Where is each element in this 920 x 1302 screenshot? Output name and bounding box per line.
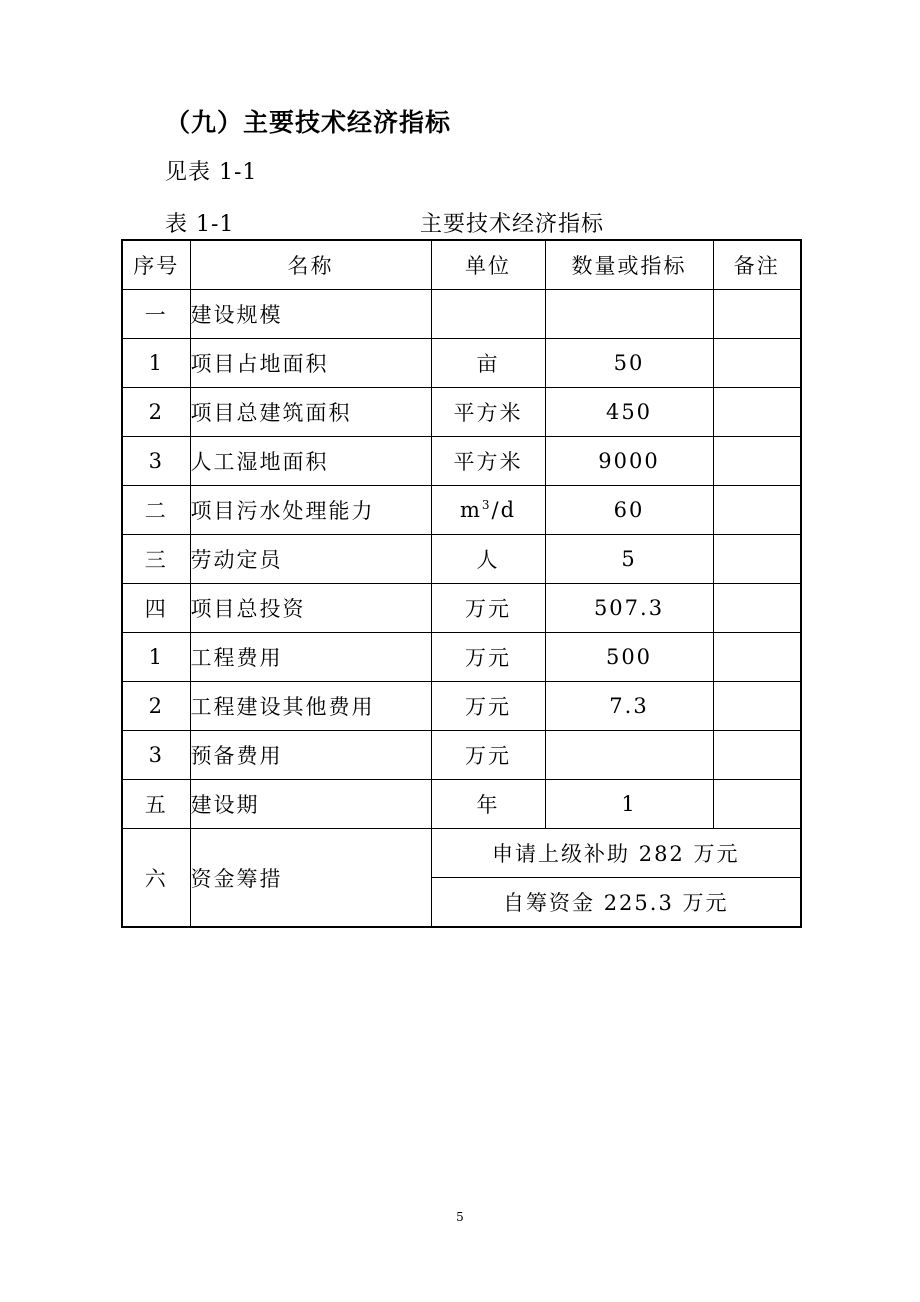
table-row (122, 486, 801, 535)
row-value: 450 (545, 388, 713, 437)
funding-subsidy: 申请上级补助 282 万元 (431, 829, 801, 878)
row-no: 2 (122, 682, 190, 731)
row-no: 五 (122, 780, 190, 829)
row-note (713, 633, 801, 682)
row-note (713, 290, 801, 339)
row-value: 5 (545, 535, 713, 584)
page-number: 5 (456, 1210, 464, 1224)
header-name: 名称 (190, 240, 431, 290)
row-no: 3 (122, 437, 190, 486)
row-unit: 亩 (431, 339, 545, 388)
row-note (713, 388, 801, 437)
funding-row (122, 829, 801, 878)
row-note (713, 780, 801, 829)
funding-no: 六 (122, 829, 190, 928)
row-unit: 万元 (431, 584, 545, 633)
indicators-table (121, 239, 802, 928)
row-value: 50 (545, 339, 713, 388)
row-name: 工程建设其他费用 (190, 682, 431, 731)
row-name: 人工湿地面积 (190, 437, 431, 486)
row-name: 工程费用 (190, 633, 431, 682)
unit-tail: /d (491, 498, 517, 522)
row-note (713, 339, 801, 388)
row-unit: 年 (431, 780, 545, 829)
table-row (122, 682, 801, 731)
header-value: 数量或指标 (545, 240, 713, 290)
row-unit: 平方米 (431, 388, 545, 437)
row-no: 2 (122, 388, 190, 437)
table-row (122, 780, 801, 829)
table-row (122, 339, 801, 388)
row-note (713, 535, 801, 584)
row-note (713, 584, 801, 633)
row-name: 项目污水处理能力 (190, 486, 431, 535)
row-no: 1 (122, 633, 190, 682)
table-row (122, 633, 801, 682)
table-row (122, 388, 801, 437)
funding-name: 资金筹措 (190, 829, 431, 928)
row-value (545, 731, 713, 780)
table-header-row (122, 240, 801, 290)
row-name: 项目总建筑面积 (190, 388, 431, 437)
table-row (122, 584, 801, 633)
row-no: 1 (122, 339, 190, 388)
row-no: 一 (122, 290, 190, 339)
row-note (713, 731, 801, 780)
row-no: 四 (122, 584, 190, 633)
row-name: 项目占地面积 (190, 339, 431, 388)
row-name: 劳动定员 (190, 535, 431, 584)
row-no: 三 (122, 535, 190, 584)
row-note (713, 486, 801, 535)
table-reference: 见表 1-1 (165, 160, 258, 185)
row-unit: 万元 (431, 682, 545, 731)
header-no: 序号 (122, 240, 190, 290)
unit-superscript: 3 (481, 498, 492, 512)
row-name: 建设期 (190, 780, 431, 829)
unit-base: m (459, 498, 482, 522)
row-unit (431, 290, 545, 339)
row-name: 建设规模 (190, 290, 431, 339)
row-unit (431, 486, 545, 535)
funding-self-raised: 自筹资金 225.3 万元 (431, 878, 801, 928)
header-note: 备注 (713, 240, 801, 290)
row-value: 60 (545, 486, 713, 535)
row-unit: 万元 (431, 633, 545, 682)
section-heading: （九）主要技术经济指标 (165, 108, 452, 137)
row-name: 项目总投资 (190, 584, 431, 633)
row-value: 500 (545, 633, 713, 682)
row-unit: 平方米 (431, 437, 545, 486)
table-label: 表 1-1 (165, 212, 235, 237)
row-value: 7.3 (545, 682, 713, 731)
row-note (713, 682, 801, 731)
row-note (713, 437, 801, 486)
table-row (122, 731, 801, 780)
row-no: 二 (122, 486, 190, 535)
row-value: 507.3 (545, 584, 713, 633)
header-unit: 单位 (431, 240, 545, 290)
table-row (122, 437, 801, 486)
row-value (545, 290, 713, 339)
table-title: 主要技术经济指标 (420, 212, 605, 237)
row-name: 预备费用 (190, 731, 431, 780)
row-value: 9000 (545, 437, 713, 486)
table-row (122, 290, 801, 339)
row-unit: 万元 (431, 731, 545, 780)
row-value: 1 (545, 780, 713, 829)
table-row (122, 535, 801, 584)
row-unit: 人 (431, 535, 545, 584)
row-no: 3 (122, 731, 190, 780)
